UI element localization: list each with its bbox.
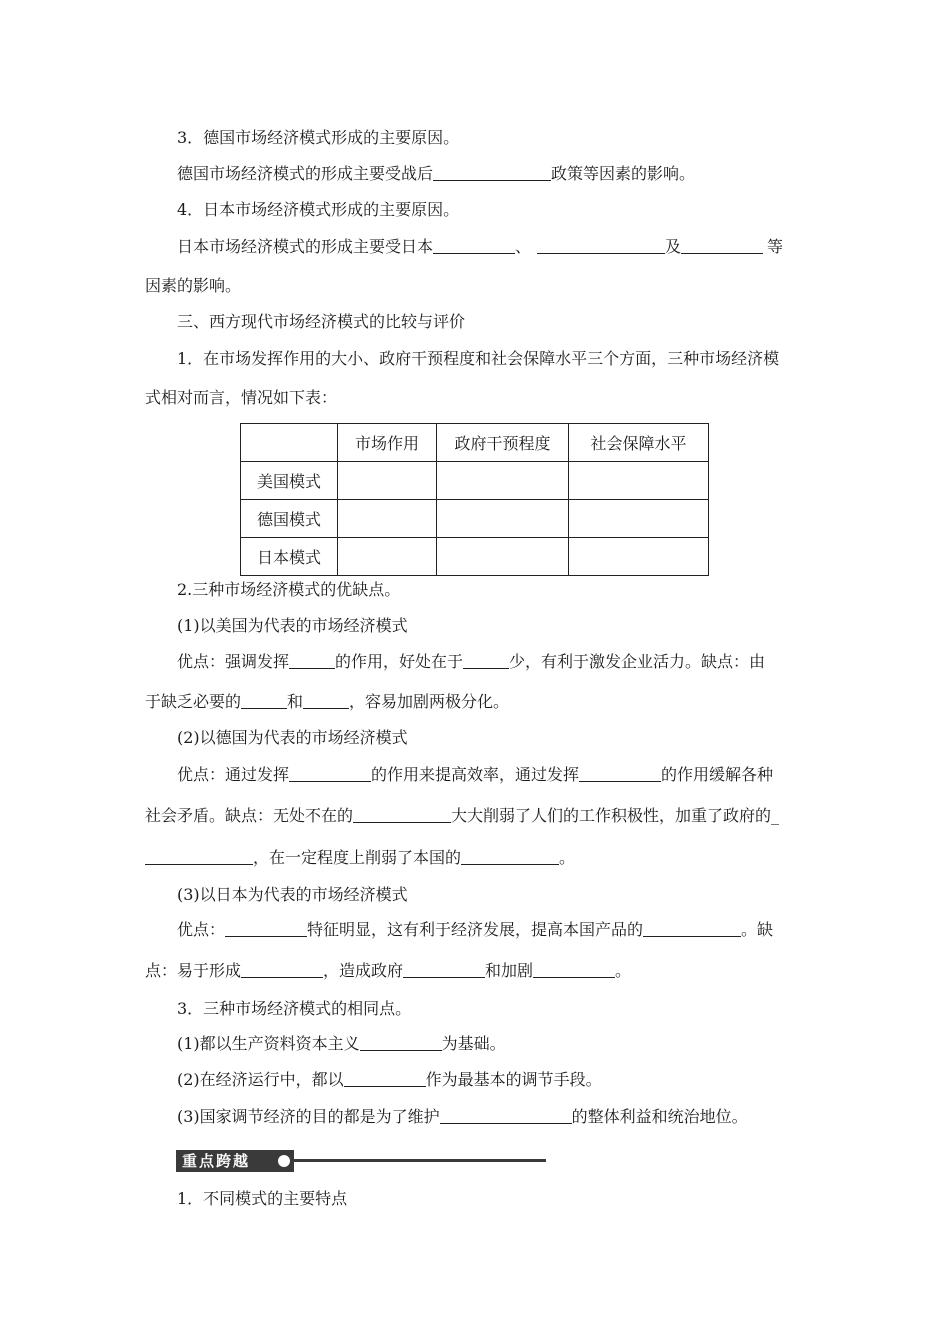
banner-label: 重点跨越 xyxy=(176,1150,294,1172)
table-cell[interactable] xyxy=(338,538,437,576)
table-cell[interactable] xyxy=(338,500,437,538)
fill-blank[interactable] xyxy=(537,237,665,254)
similarity-3: (3)国家调节经济的目的都是为了维护 的整体利益和统治地位。 xyxy=(177,1107,748,1126)
fill-blank[interactable] xyxy=(433,164,551,181)
table-row-label: 德国模式 xyxy=(241,500,338,538)
fill-blank[interactable] xyxy=(463,652,509,669)
table-row-label: 日本模式 xyxy=(241,538,338,576)
similarity-2: (2)在经济运行中，都以 作为最基本的调节手段。 xyxy=(177,1070,602,1089)
table-header-cell: 市场作用 xyxy=(338,424,437,462)
comparison-table xyxy=(240,423,709,576)
fill-blank[interactable] xyxy=(289,652,335,669)
fill-blank[interactable] xyxy=(440,1107,572,1124)
fill-blank[interactable] xyxy=(344,1070,426,1087)
fill-blank[interactable] xyxy=(643,920,741,937)
germany-causes-text: 德国市场经济模式的形成主要受战后 政策等因素的影响。 xyxy=(177,164,696,183)
fill-blank[interactable] xyxy=(533,961,615,978)
section-heading-comparison: 三、西方现代市场经济模式的比较与评价 xyxy=(177,312,466,331)
fill-blank[interactable] xyxy=(289,765,371,782)
comparison-intro-cont: 式相对而言，情况如下表： xyxy=(145,388,338,407)
fill-blank[interactable] xyxy=(241,961,323,978)
heading-japan-model: (3)以日本为代表的市场经济模式 xyxy=(177,885,408,904)
table-header-cell: 社会保障水平 xyxy=(569,424,709,462)
fill-blank[interactable] xyxy=(303,692,349,709)
table-row-label: 美国模式 xyxy=(241,462,338,500)
fill-blank[interactable] xyxy=(681,237,763,254)
heading-similarities: 3．三种市场经济模式的相同点。 xyxy=(177,999,412,1018)
fill-blank[interactable] xyxy=(433,237,515,254)
bullet-icon xyxy=(278,1155,290,1167)
table-row xyxy=(241,538,709,576)
comparison-intro: 1．在市场发挥作用的大小、政府干预程度和社会保障水平三个方面，三种市场经济模 xyxy=(177,349,780,368)
heading-model-features: 1．不同模式的主要特点 xyxy=(177,1189,348,1208)
fill-blank[interactable] xyxy=(225,920,307,937)
similarity-1: (1)都以生产资料资本主义 为基础。 xyxy=(177,1034,506,1053)
japan-model-text: 优点： 特征明显，这有利于经济发展，提高本国产品的 。缺 xyxy=(177,920,774,939)
fill-blank[interactable] xyxy=(145,848,253,865)
germany-model-text-cont2: ，在一定程度上削弱了本国的 。 xyxy=(145,847,807,869)
table-header-row xyxy=(241,424,709,462)
banner-rule xyxy=(294,1159,546,1162)
table-cell[interactable] xyxy=(569,462,709,500)
table-row xyxy=(241,500,709,538)
table-header-cell xyxy=(241,424,338,462)
us-model-text-cont: 于缺乏必要的 和 ，容易加剧两极分化。 xyxy=(145,692,510,711)
table-cell[interactable] xyxy=(437,538,569,576)
heading-pros-cons: 2.三种市场经济模式的优缺点。 xyxy=(177,580,401,599)
table-cell[interactable] xyxy=(569,538,709,576)
us-model-text: 优点：强调发挥 的作用，好处在于 少，有利于激发企业活力。缺点：由 xyxy=(177,652,766,671)
japan-causes-text: 日本市场经济模式的形成主要受日本 、 及 等 xyxy=(177,237,784,256)
heading-japan-causes: 4．日本市场经济模式形成的主要原因。 xyxy=(177,200,460,219)
fill-blank[interactable] xyxy=(353,806,451,823)
fill-blank[interactable] xyxy=(403,961,485,978)
heading-us-model: (1)以美国为代表的市场经济模式 xyxy=(177,616,408,635)
table-cell[interactable] xyxy=(338,462,437,500)
japan-causes-text-cont: 因素的影响。 xyxy=(145,276,242,295)
table-header-cell: 政府干预程度 xyxy=(437,424,569,462)
table-cell[interactable] xyxy=(437,462,569,500)
table-row xyxy=(241,462,709,500)
table-cell[interactable] xyxy=(437,500,569,538)
heading-germany-causes: 3．德国市场经济模式形成的主要原因。 xyxy=(177,128,460,147)
fill-blank[interactable] xyxy=(579,765,661,782)
germany-model-text-cont: 社会矛盾。缺点：无处不在的 大大削弱了人们的工作积极性，加重了政府的_ xyxy=(145,806,780,825)
fill-blank[interactable] xyxy=(241,692,287,709)
section-banner xyxy=(176,1150,546,1172)
table-cell[interactable] xyxy=(569,500,709,538)
heading-germany-model: (2)以德国为代表的市场经济模式 xyxy=(177,728,408,747)
fill-blank[interactable] xyxy=(360,1034,442,1051)
japan-model-text-cont: 点：易于形成 ，造成政府 和加剧 。 xyxy=(145,961,632,980)
fill-blank[interactable] xyxy=(461,848,559,865)
germany-model-text: 优点：通过发挥 的作用来提高效率，通过发挥 的作用缓解各种 xyxy=(177,765,774,784)
